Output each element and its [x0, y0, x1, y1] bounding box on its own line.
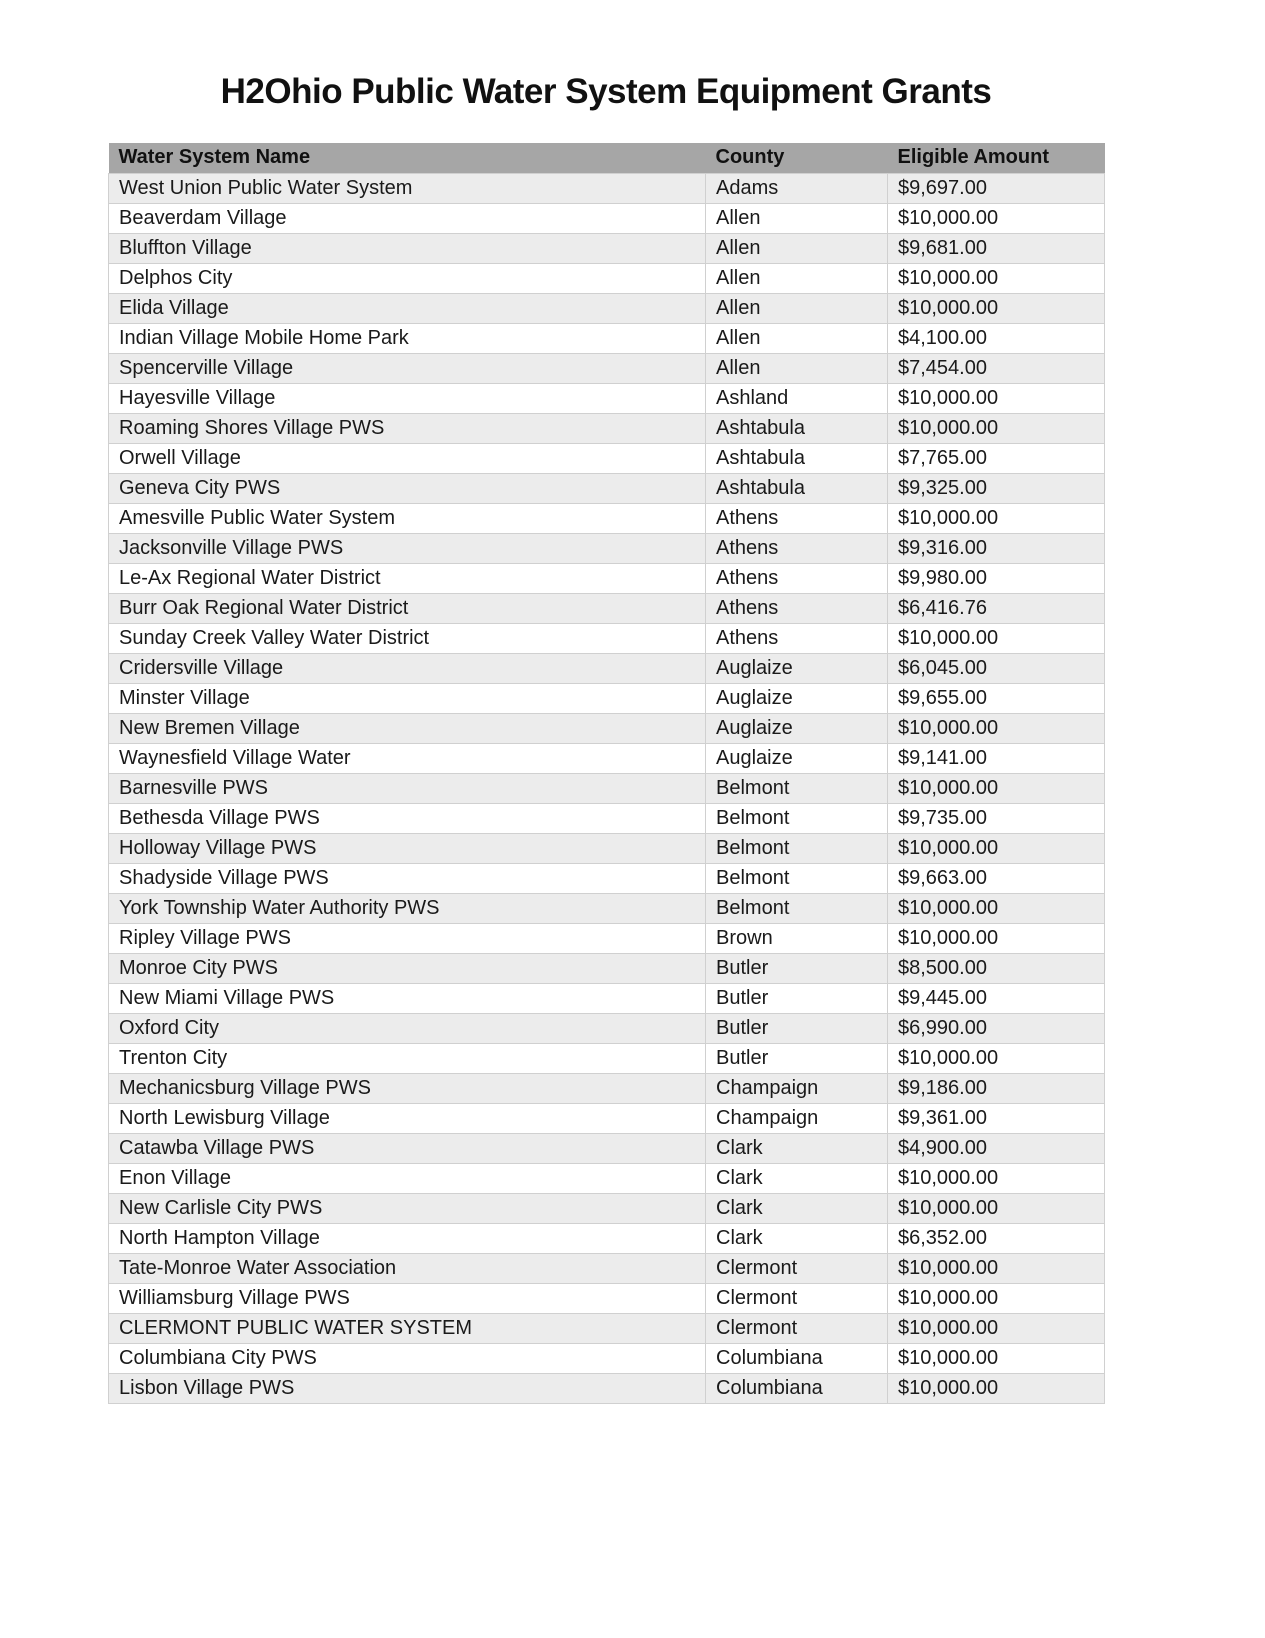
water-system-name-cell: North Lewisburg Village — [109, 1103, 706, 1133]
eligible-amount-cell: $7,765.00 — [888, 443, 1105, 473]
county-cell: Auglaize — [706, 653, 888, 683]
header-county: County — [706, 143, 888, 173]
county-cell: Clermont — [706, 1283, 888, 1313]
county-cell: Butler — [706, 983, 888, 1013]
county-cell: Allen — [706, 293, 888, 323]
water-system-name-cell: Hayesville Village — [109, 383, 706, 413]
eligible-amount-cell: $10,000.00 — [888, 893, 1105, 923]
table-row — [109, 623, 1105, 653]
water-system-name-cell: Waynesfield Village Water — [109, 743, 706, 773]
eligible-amount-cell: $6,416.76 — [888, 593, 1105, 623]
table-row — [109, 1103, 1105, 1133]
table-header-row — [109, 143, 1105, 173]
eligible-amount-cell: $6,045.00 — [888, 653, 1105, 683]
county-cell: Allen — [706, 353, 888, 383]
eligible-amount-cell: $6,352.00 — [888, 1223, 1105, 1253]
water-system-name-cell: Spencerville Village — [109, 353, 706, 383]
table-row — [109, 473, 1105, 503]
county-cell: Butler — [706, 1013, 888, 1043]
table-row — [109, 503, 1105, 533]
water-system-name-cell: Shadyside Village PWS — [109, 863, 706, 893]
table-row — [109, 1313, 1105, 1343]
county-cell: Ashtabula — [706, 413, 888, 443]
eligible-amount-cell: $9,445.00 — [888, 983, 1105, 1013]
county-cell: Auglaize — [706, 683, 888, 713]
table-row — [109, 1013, 1105, 1043]
table-row — [109, 1283, 1105, 1313]
water-system-name-cell: Barnesville PWS — [109, 773, 706, 803]
water-system-name-cell: Indian Village Mobile Home Park — [109, 323, 706, 353]
eligible-amount-cell: $9,325.00 — [888, 473, 1105, 503]
county-cell: Ashtabula — [706, 473, 888, 503]
water-system-name-cell: Monroe City PWS — [109, 953, 706, 983]
county-cell: Adams — [706, 173, 888, 203]
eligible-amount-cell: $10,000.00 — [888, 623, 1105, 653]
eligible-amount-cell: $10,000.00 — [888, 1253, 1105, 1283]
table-row — [109, 443, 1105, 473]
water-system-name-cell: Williamsburg Village PWS — [109, 1283, 706, 1313]
county-cell: Allen — [706, 263, 888, 293]
county-cell: Auglaize — [706, 743, 888, 773]
county-cell: Ashland — [706, 383, 888, 413]
eligible-amount-cell: $10,000.00 — [888, 1163, 1105, 1193]
table-row — [109, 983, 1105, 1013]
eligible-amount-cell: $9,655.00 — [888, 683, 1105, 713]
county-cell: Belmont — [706, 893, 888, 923]
eligible-amount-cell: $9,681.00 — [888, 233, 1105, 263]
eligible-amount-cell: $10,000.00 — [888, 773, 1105, 803]
table-row — [109, 743, 1105, 773]
table-body — [109, 173, 1105, 1403]
county-cell: Athens — [706, 533, 888, 563]
water-system-name-cell: Enon Village — [109, 1163, 706, 1193]
water-system-name-cell: North Hampton Village — [109, 1223, 706, 1253]
county-cell: Champaign — [706, 1073, 888, 1103]
water-system-name-cell: Mechanicsburg Village PWS — [109, 1073, 706, 1103]
county-cell: Clark — [706, 1223, 888, 1253]
table-row — [109, 1253, 1105, 1283]
water-system-name-cell: Le-Ax Regional Water District — [109, 563, 706, 593]
table-row — [109, 1223, 1105, 1253]
table-row — [109, 1163, 1105, 1193]
eligible-amount-cell: $8,500.00 — [888, 953, 1105, 983]
water-system-name-cell: Oxford City — [109, 1013, 706, 1043]
county-cell: Brown — [706, 923, 888, 953]
county-cell: Columbiana — [706, 1343, 888, 1373]
water-system-name-cell: Minster Village — [109, 683, 706, 713]
water-system-name-cell: New Carlisle City PWS — [109, 1193, 706, 1223]
eligible-amount-cell: $10,000.00 — [888, 383, 1105, 413]
water-system-name-cell: Geneva City PWS — [109, 473, 706, 503]
water-system-name-cell: Elida Village — [109, 293, 706, 323]
table-row — [109, 803, 1105, 833]
eligible-amount-cell: $9,186.00 — [888, 1073, 1105, 1103]
water-system-name-cell: Ripley Village PWS — [109, 923, 706, 953]
eligible-amount-cell: $10,000.00 — [888, 1193, 1105, 1223]
county-cell: Athens — [706, 593, 888, 623]
county-cell: Champaign — [706, 1103, 888, 1133]
water-system-name-cell: Bluffton Village — [109, 233, 706, 263]
eligible-amount-cell: $9,980.00 — [888, 563, 1105, 593]
table-row — [109, 833, 1105, 863]
water-system-name-cell: Tate-Monroe Water Association — [109, 1253, 706, 1283]
county-cell: Columbiana — [706, 1373, 888, 1403]
header-eligible-amount: Eligible Amount — [888, 143, 1105, 173]
table-row — [109, 413, 1105, 443]
eligible-amount-cell: $4,100.00 — [888, 323, 1105, 353]
eligible-amount-cell: $10,000.00 — [888, 1313, 1105, 1343]
county-cell: Athens — [706, 623, 888, 653]
water-system-name-cell: Delphos City — [109, 263, 706, 293]
eligible-amount-cell: $9,361.00 — [888, 1103, 1105, 1133]
water-system-name-cell: Jacksonville Village PWS — [109, 533, 706, 563]
table-row — [109, 1073, 1105, 1103]
eligible-amount-cell: $10,000.00 — [888, 203, 1105, 233]
eligible-amount-cell: $10,000.00 — [888, 1043, 1105, 1073]
table-row — [109, 923, 1105, 953]
eligible-amount-cell: $10,000.00 — [888, 503, 1105, 533]
table-row — [109, 533, 1105, 563]
water-system-name-cell: Beaverdam Village — [109, 203, 706, 233]
table-row — [109, 263, 1105, 293]
county-cell: Ashtabula — [706, 443, 888, 473]
water-system-name-cell: Catawba Village PWS — [109, 1133, 706, 1163]
water-system-name-cell: CLERMONT PUBLIC WATER SYSTEM — [109, 1313, 706, 1343]
table-row — [109, 173, 1105, 203]
water-system-name-cell: Trenton City — [109, 1043, 706, 1073]
table-row — [109, 893, 1105, 923]
table-row — [109, 323, 1105, 353]
table-row — [109, 1373, 1105, 1403]
table-row — [109, 1043, 1105, 1073]
eligible-amount-cell: $9,735.00 — [888, 803, 1105, 833]
county-cell: Belmont — [706, 773, 888, 803]
eligible-amount-cell: $9,663.00 — [888, 863, 1105, 893]
county-cell: Belmont — [706, 833, 888, 863]
county-cell: Athens — [706, 503, 888, 533]
county-cell: Belmont — [706, 863, 888, 893]
county-cell: Athens — [706, 563, 888, 593]
eligible-amount-cell: $10,000.00 — [888, 923, 1105, 953]
water-system-name-cell: Lisbon Village PWS — [109, 1373, 706, 1403]
eligible-amount-cell: $10,000.00 — [888, 413, 1105, 443]
table-row — [109, 653, 1105, 683]
table-row — [109, 593, 1105, 623]
county-cell: Allen — [706, 233, 888, 263]
table-row — [109, 203, 1105, 233]
table-row — [109, 233, 1105, 263]
county-cell: Auglaize — [706, 713, 888, 743]
county-cell: Butler — [706, 953, 888, 983]
table-row — [109, 383, 1105, 413]
table-row — [109, 683, 1105, 713]
eligible-amount-cell: $10,000.00 — [888, 1343, 1105, 1373]
water-system-name-cell: Burr Oak Regional Water District — [109, 593, 706, 623]
water-system-name-cell: Amesville Public Water System — [109, 503, 706, 533]
county-cell: Clark — [706, 1163, 888, 1193]
eligible-amount-cell: $9,316.00 — [888, 533, 1105, 563]
table-row — [109, 773, 1105, 803]
county-cell: Butler — [706, 1043, 888, 1073]
water-system-name-cell: Roaming Shores Village PWS — [109, 413, 706, 443]
eligible-amount-cell: $9,141.00 — [888, 743, 1105, 773]
eligible-amount-cell: $10,000.00 — [888, 263, 1105, 293]
eligible-amount-cell: $7,454.00 — [888, 353, 1105, 383]
water-system-name-cell: Orwell Village — [109, 443, 706, 473]
table-row — [109, 1133, 1105, 1163]
water-system-name-cell: Columbiana City PWS — [109, 1343, 706, 1373]
header-water-system-name: Water System Name — [109, 143, 706, 173]
eligible-amount-cell: $10,000.00 — [888, 713, 1105, 743]
county-cell: Clark — [706, 1133, 888, 1163]
eligible-amount-cell: $10,000.00 — [888, 1373, 1105, 1403]
county-cell: Clark — [706, 1193, 888, 1223]
eligible-amount-cell: $6,990.00 — [888, 1013, 1105, 1043]
table-row — [109, 953, 1105, 983]
grants-table — [108, 143, 1105, 1404]
water-system-name-cell: Sunday Creek Valley Water District — [109, 623, 706, 653]
water-system-name-cell: Bethesda Village PWS — [109, 803, 706, 833]
water-system-name-cell: Holloway Village PWS — [109, 833, 706, 863]
table-row — [109, 863, 1105, 893]
county-cell: Clermont — [706, 1253, 888, 1283]
eligible-amount-cell: $9,697.00 — [888, 173, 1105, 203]
eligible-amount-cell: $10,000.00 — [888, 1283, 1105, 1313]
table-row — [109, 353, 1105, 383]
water-system-name-cell: York Township Water Authority PWS — [109, 893, 706, 923]
page-title: H2Ohio Public Water System Equipment Grants — [220, 72, 992, 111]
eligible-amount-cell: $10,000.00 — [888, 293, 1105, 323]
water-system-name-cell: New Bremen Village — [109, 713, 706, 743]
table-row — [109, 563, 1105, 593]
table-row — [109, 1343, 1105, 1373]
table-row — [109, 1193, 1105, 1223]
county-cell: Belmont — [706, 803, 888, 833]
county-cell: Allen — [706, 323, 888, 353]
water-system-name-cell: Cridersville Village — [109, 653, 706, 683]
water-system-name-cell: West Union Public Water System — [109, 173, 706, 203]
county-cell: Allen — [706, 203, 888, 233]
table-row — [109, 293, 1105, 323]
eligible-amount-cell: $4,900.00 — [888, 1133, 1105, 1163]
table-row — [109, 713, 1105, 743]
county-cell: Clermont — [706, 1313, 888, 1343]
water-system-name-cell: New Miami Village PWS — [109, 983, 706, 1013]
eligible-amount-cell: $10,000.00 — [888, 833, 1105, 863]
